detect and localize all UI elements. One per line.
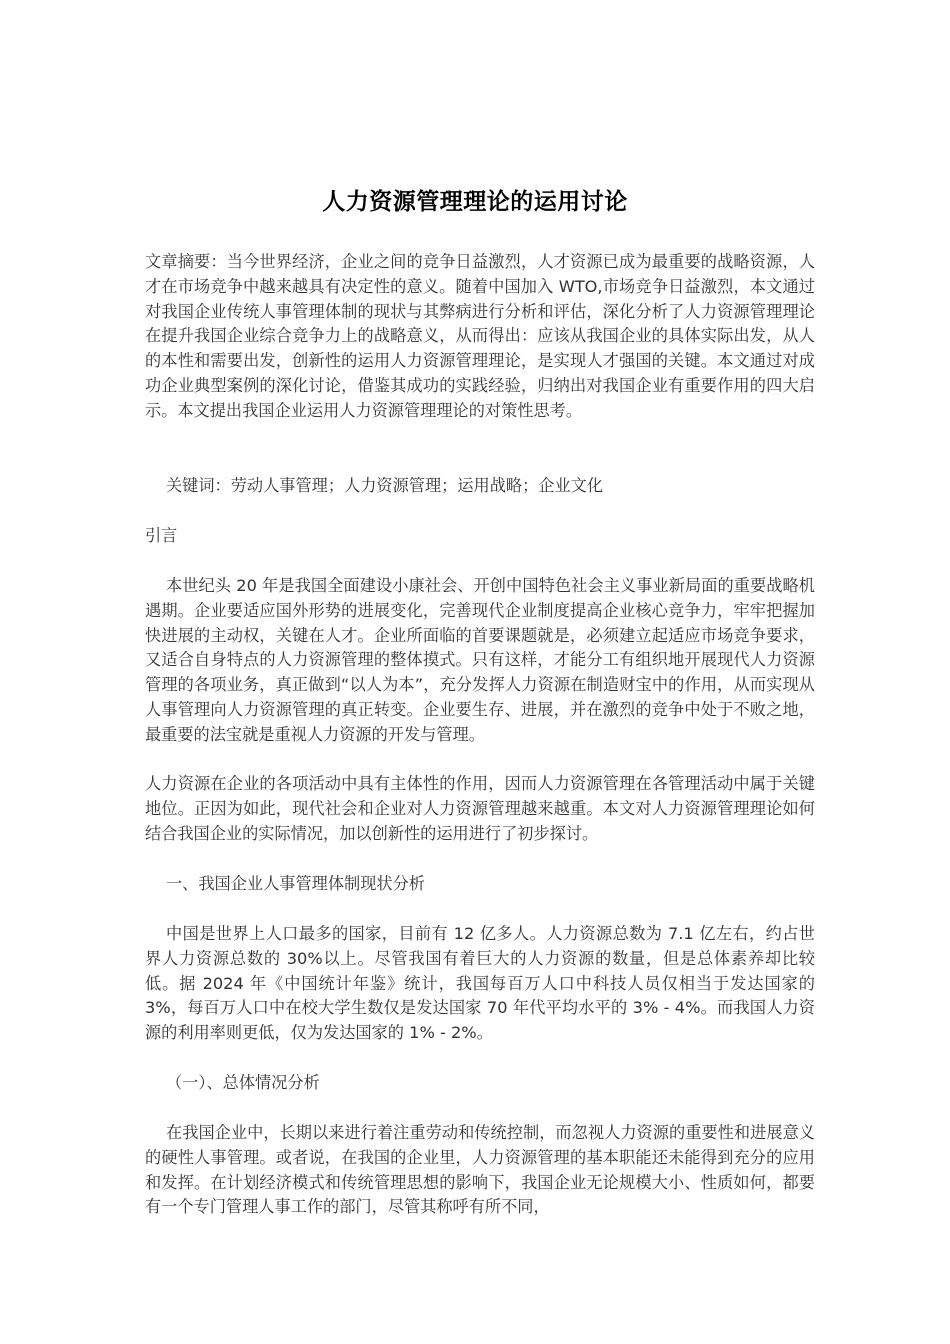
subsection-1-paragraph-1: 在我国企业中，长期以来进行着注重劳动和传统控制，而忽视人力资源的重要性和进展意义的硬性人事管理。或者说，在我国的企业里，人力资源管理的基本职能还未能得到充分的应用和发挥。在计划经济模式和传统管理思想的影响下，我国企业无论规模大小、性质如何，都要有一个专门管理人事工作的部门，尽管其称呼有所不同， [145,1123,815,1217]
section-1-paragraph-1: 中国是世界上人口最多的国家，目前有 12 亿多人。人力资源总数为 7.1 亿左右，约占世界人力资源总数的 30%以上。尽管我国有着巨大的人力资源的数量，但是总体素养却比较低。据 2024 年《中国统计年鉴》统计，我国每百万人口中科技人员仅相当于发达国家的 3%，每百万人口中在校大学生数仅是发达国家 70 年代平均水平的 3% - 4%。而我国人力资源的利用率则更低，仅为发达国家的 1% - 2%。 [145,924,815,1043]
intro-paragraph-1: 本世纪头 20 年是我国全面建设小康社会、开创中国特色社会主义事业新局面的重要战略机遇期。企业要适应国外形势的进展变化，完善现代企业制度提高企业核心竞争力，牢牢把握加快进展的主动权，关键在人才。企业所面临的首要课题就是，必须建立起适应市场竞争要求，又适合自身特点的人力资源管理的整体摸式。只有这样，才能分工有组织地开展现代人力资源管理的各项业务，真正做到“以人为本”，充分发挥人力资源在制造财宝中的作用，从而实现从人事管理向人力资源管理的真正转变。企业要生存、进展，并在激烈的竞争中处于不败之地，最重要的法宝就是重视人力资源的开发与管理。 [145,576,815,744]
intro-heading: 引言 [145,526,178,545]
abstract-paragraph: 文章摘要：当今世界经济，企业之间的竞争日益激烈，人才资源已成为最重要的战略资源，人才在市场竞争中越来越具有决定性的意义。随着中国加入 WTO,市场竞争日益激烈，本文通过对我国企业传统人事管理体制的现状与其弊病进行分析和评估，深化分析了人力资源管理理论在提升我国企业综合竞争力上的战略意义，从而得出：应该从我国企业的具体实际出发，从人的本性和需要出发，创新性的运用人力资源管理理论，是实现人才强国的关键。本文通过对成功企业典型案例的深化讨论，借鉴其成功的实践经验，归纳出对我国企业有重要作用的四大启示。本文提出我国企业运用人力资源管理理论的对策性思考。 [145,252,815,420]
subsection-1-heading: （一）、总体情况分析 [166,1073,320,1092]
keywords-line: 关键词：劳动人事管理；人力资源管理；运用战略；企业文化 [166,476,604,495]
document-title: 人力资源管理理论的运用讨论 [322,189,628,215]
section-1-heading: 一、我国企业人事管理体制现状分析 [166,874,425,893]
intro-paragraph-2: 人力资源在企业的各项活动中具有主体性的作用，因而人力资源管理在各管理活动中属于关键地位。正因为如此，现代社会和企业对人力资源管理越来越重。本文对人力资源管理理论如何结合我国企业的实际情况，加以创新性的运用进行了初步探讨。 [145,774,815,843]
